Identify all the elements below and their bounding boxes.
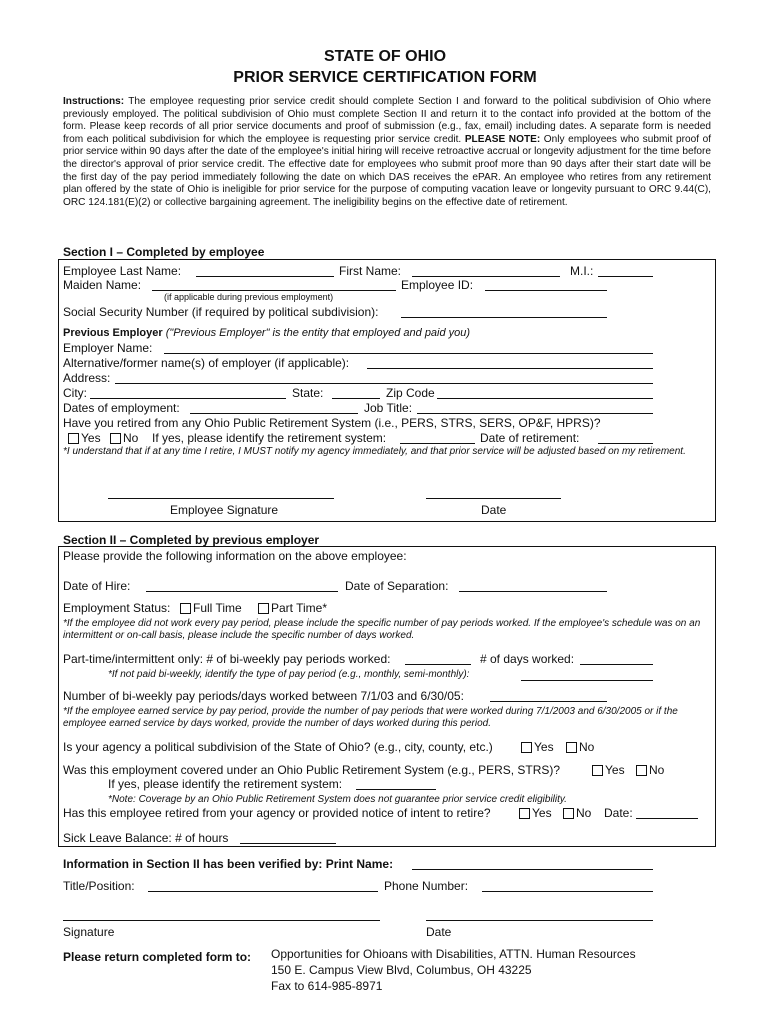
- full-time-label: Full Time: [193, 601, 242, 615]
- first-name-field[interactable]: [412, 276, 560, 277]
- verifier-date-field[interactable]: [426, 920, 653, 921]
- days-worked-field[interactable]: [580, 664, 653, 665]
- zip-field[interactable]: [437, 398, 653, 399]
- political-yes-checkbox[interactable]: [521, 742, 532, 753]
- not-biweekly-note: *If not paid bi-weekly, identify the type of pay period (e.g., monthly, semi-monthly):: [108, 669, 470, 680]
- instructions-text-1: The employee requesting prior service credit should complete Section I and forward to the political subdivision of Ohio where previously employed. The political subdivision of Ohio must complete Section II and return it to the contact info provided at the bottom of the form. Please keep records of all prior service documents and proof of submission (e.g., fax, email) including dates. A separate form is needed from each political subdivision for which the employee is requesting prior service credit.: [63, 96, 711, 145]
- previous-employer-heading: [63, 327, 470, 340]
- last-name-field[interactable]: [196, 276, 334, 277]
- state-label: State:: [292, 386, 324, 400]
- covered-yes-label: Yes: [605, 763, 625, 777]
- covered-yes-option[interactable]: [592, 763, 625, 777]
- section2-intro: Please provide the following information on the above employee:: [63, 549, 407, 563]
- dates-employment-field[interactable]: [190, 413, 358, 414]
- political-no-option[interactable]: [566, 740, 594, 754]
- verifier-date-label: Date: [426, 925, 452, 939]
- employee-id-label: Employee ID:: [401, 278, 474, 292]
- form-title-line1: STATE OF OHIO: [323, 48, 447, 65]
- part-time-label: Part Time*: [271, 601, 328, 615]
- maiden-name-hint: (if applicable during previous employment): [164, 292, 334, 302]
- city-field[interactable]: [90, 398, 286, 399]
- date-hire-label: Date of Hire:: [63, 579, 131, 593]
- political-no-label: No: [579, 740, 595, 754]
- retired-yes-checkbox[interactable]: [68, 433, 79, 444]
- retired-agency-yes-label: Yes: [532, 806, 552, 820]
- instructions-label: Instructions:: [63, 96, 125, 107]
- retired-no-label: No: [123, 431, 139, 445]
- retirement-system-label: If yes, please identify the retirement system:: [152, 431, 387, 445]
- return-label: Please return completed form to:: [63, 950, 252, 964]
- retired-agency-date-field[interactable]: [636, 818, 698, 819]
- return-fax: Fax to 614-985-8971: [271, 979, 383, 993]
- covered-question: Was this employment covered under an Ohio Public Retirement System (e.g., PERS, STRS)?: [63, 763, 561, 777]
- city-label: City:: [63, 386, 87, 400]
- alt-names-label: Alternative/former name(s) of employer (if applicable):: [63, 356, 350, 370]
- ssn-field[interactable]: [401, 317, 607, 318]
- verified-by-label: Information in Section II has been verified by: Print Name:: [63, 857, 394, 871]
- employer-name-label: Employer Name:: [63, 341, 153, 355]
- instructions-text-2: Only employees who submit proof of prior service within 90 days after the date of the employee's initial hiring will receive retroactive accrual or longevity adjustment for the time before the director's approval of prior service credit. The effective date for employees who submit proof more than 90 days after their start date will be the first day of the pay period immediately following the date on which DAS receives the ePAR. An employee who retires from any retirement plan offered by the state of Ohio is ineligible for prior service for the purpose of computing vacation leave or longevity pursuant to ORC 9.44(C), ORC 124.181(E)(2) or collective bargaining agreement. The ineligibility begins on the effective date of retirement.: [63, 133, 712, 208]
- retired-agency-no-option[interactable]: [563, 806, 591, 820]
- previous-employer-note: ("Previous Employer" is the entity that employed and paid you): [162, 327, 471, 339]
- num-biweekly-label: Number of bi-weekly pay periods/days worked between 7/1/03 and 6/30/05:: [63, 689, 464, 703]
- retired-question: Have you retired from any Ohio Public Retirement System (i.e., PERS, STRS, SERS, OP&F, HPRS)?: [63, 416, 601, 430]
- employee-date-field[interactable]: [426, 498, 561, 499]
- retired-agency-no-label: No: [576, 806, 592, 820]
- identify-system-field[interactable]: [356, 789, 436, 790]
- full-time-option[interactable]: [180, 601, 242, 615]
- zip-label: Zip Code: [386, 386, 435, 400]
- employee-signature-field[interactable]: [108, 498, 334, 499]
- instructions-paragraph: [63, 96, 711, 209]
- retired-yes-option[interactable]: [68, 431, 101, 445]
- ssn-label: Social Security Number (if required by political subdivision):: [63, 305, 379, 319]
- verifier-signature-field[interactable]: [63, 920, 380, 921]
- retired-agency-date-label: Date:: [604, 806, 633, 820]
- title-position-field[interactable]: [148, 891, 378, 892]
- job-title-field[interactable]: [417, 413, 653, 414]
- retired-agency-yes-option[interactable]: [519, 806, 552, 820]
- political-no-checkbox[interactable]: [566, 742, 577, 753]
- employee-id-field[interactable]: [485, 290, 607, 291]
- part-time-option[interactable]: [258, 601, 327, 615]
- retired-agency-question: Has this employee retired from your agency or provided notice of intent to retire?: [63, 806, 491, 820]
- pt-intermittent-label: Part-time/intermittent only: # of bi-weekly pay periods worked:: [63, 652, 391, 666]
- return-address-line1: Opportunities for Ohioans with Disabilities, ATTN. Human Resources: [271, 947, 636, 961]
- political-subdivision-question: Is your agency a political subdivision of the State of Ohio? (e.g., city, county, etc.): [63, 740, 493, 754]
- covered-no-checkbox[interactable]: [636, 765, 647, 776]
- please-note-label: PLEASE NOTE:: [464, 133, 541, 145]
- pay-period-type-field[interactable]: [521, 680, 653, 681]
- date-separation-label: Date of Separation:: [345, 579, 449, 593]
- political-yes-option[interactable]: [521, 740, 554, 754]
- date-retirement-label: Date of retirement:: [480, 431, 580, 445]
- form-title-line2: PRIOR SERVICE CERTIFICATION FORM: [233, 69, 537, 86]
- previous-employer-label: Previous Employer: [63, 327, 163, 339]
- sick-leave-field[interactable]: [240, 843, 336, 844]
- maiden-name-label: Maiden Name:: [63, 278, 142, 292]
- num-biweekly-field[interactable]: [490, 701, 607, 702]
- dates-employment-label: Dates of employment:: [63, 401, 180, 415]
- first-name-label: First Name:: [339, 264, 402, 278]
- date-separation-field[interactable]: [459, 591, 607, 592]
- date-retirement-field[interactable]: [598, 443, 653, 444]
- covered-yes-checkbox[interactable]: [592, 765, 603, 776]
- days-worked-label: # of days worked:: [480, 652, 575, 666]
- coverage-note: *Note: Coverage by an Ohio Public Retirement System does not guarantee prior service credit eligibility.: [108, 794, 567, 805]
- employment-status-label: Employment Status:: [63, 601, 171, 615]
- verifier-signature-label: Signature: [63, 925, 115, 939]
- pay-periods-field[interactable]: [405, 664, 471, 665]
- title-position-label: Title/Position:: [63, 879, 135, 893]
- alt-names-field[interactable]: [367, 368, 653, 369]
- mi-label: M.I.:: [570, 264, 594, 278]
- retired-agency-yes-checkbox[interactable]: [519, 808, 530, 819]
- print-name-field[interactable]: [412, 869, 653, 870]
- sick-leave-label: Sick Leave Balance: # of hours: [63, 831, 229, 845]
- part-time-note: *If the employee did not work every pay period, please include the specific number of pay periods worked. If the employee's schedule was on an intermittent or on-call basis, please include the specific number of days worked.: [63, 618, 701, 641]
- date-hire-field[interactable]: [146, 591, 338, 592]
- retired-no-option[interactable]: [110, 431, 138, 445]
- phone-field[interactable]: [482, 891, 653, 892]
- employee-date-label: Date: [481, 503, 507, 517]
- employee-signature-label: Employee Signature: [170, 503, 279, 517]
- part-time-checkbox[interactable]: [258, 603, 269, 614]
- return-address-line2: 150 E. Campus View Blvd, Columbus, OH 43225: [271, 963, 532, 977]
- retired-no-checkbox[interactable]: [110, 433, 121, 444]
- covered-no-label: No: [649, 763, 665, 777]
- earned-service-note: *If the employee earned service by pay period, provide the number of pay periods that were worked during 7/1/2003 and 6/30/2005 or if the employee earned service by days worked, provide the number of days worked during this period.: [63, 706, 678, 729]
- full-time-checkbox[interactable]: [180, 603, 191, 614]
- job-title-label: Job Title:: [364, 401, 413, 415]
- identify-system-label: If yes, please identify the retirement system:: [108, 777, 343, 791]
- political-yes-label: Yes: [534, 740, 554, 754]
- address-label: Address:: [63, 371, 111, 385]
- employer-name-field[interactable]: [164, 353, 653, 354]
- retirement-system-field[interactable]: [400, 443, 475, 444]
- section2-heading: Section II – Completed by previous employer: [63, 533, 320, 547]
- last-name-label: Employee Last Name:: [63, 264, 182, 278]
- covered-no-option[interactable]: [636, 763, 664, 777]
- retired-agency-no-checkbox[interactable]: [563, 808, 574, 819]
- retired-yes-label: Yes: [81, 431, 101, 445]
- understand-note: *I understand that if at any time I retire, I MUST notify my agency immediately, and that prior service will be adjusted based on my retirement.: [63, 446, 686, 457]
- state-field[interactable]: [332, 398, 380, 399]
- section1-heading: Section I – Completed by employee: [63, 245, 265, 259]
- maiden-name-field[interactable]: [152, 290, 396, 291]
- phone-label: Phone Number:: [384, 879, 469, 893]
- address-field[interactable]: [115, 383, 653, 384]
- mi-field[interactable]: [598, 276, 653, 277]
